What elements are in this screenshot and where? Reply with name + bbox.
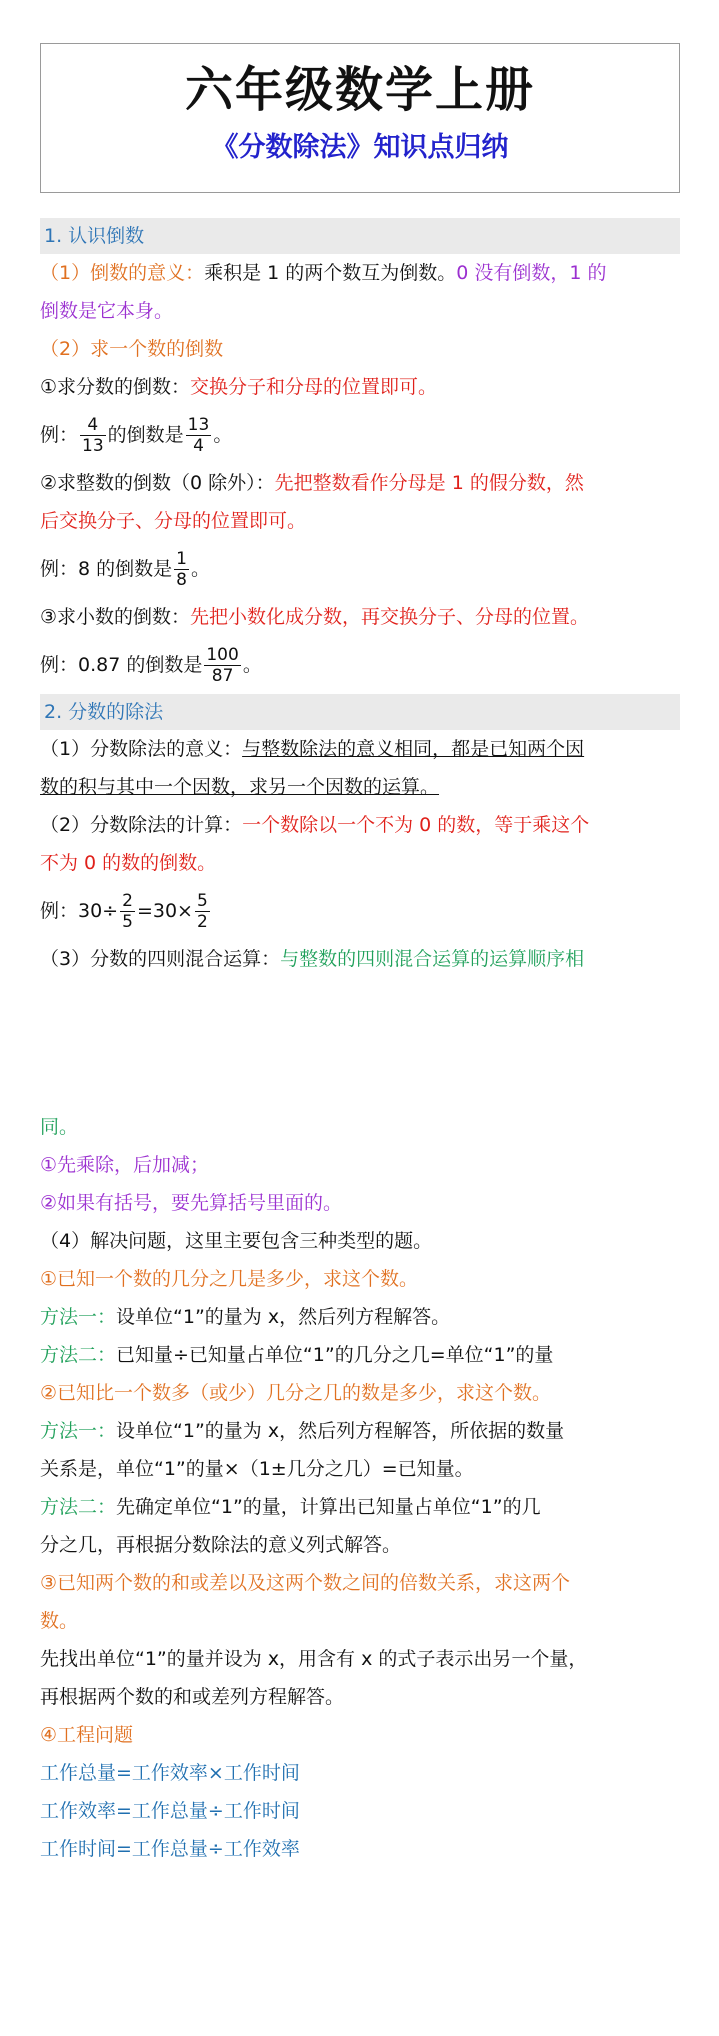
fraction-denominator: 87 <box>211 666 234 686</box>
fraction-denominator: 8 <box>176 570 187 590</box>
example-division <box>40 882 680 940</box>
type-1-method-2 <box>40 1336 680 1374</box>
method-label: 方法一： <box>40 1420 117 1442</box>
example-prefix: 例： <box>40 424 79 446</box>
fraction-denominator: 5 <box>122 912 133 932</box>
example-prefix: 例：8 的倒数是 <box>40 558 173 580</box>
example-end: 。 <box>242 654 262 676</box>
formula-3: 工作时间=工作总量÷工作效率 <box>40 1838 300 1860</box>
type-3-heading-cont: 数。 <box>40 1610 79 1632</box>
method-label: 方法二： <box>40 1496 117 1518</box>
mixed-operation-cont: 同。 <box>40 1116 79 1138</box>
mixed-operation-label: （3）分数的四则混合运算： <box>40 948 281 970</box>
method-decimal <box>40 598 680 636</box>
fraction-numerator: 100 <box>206 645 239 665</box>
fraction <box>186 415 212 456</box>
method-fraction <box>40 368 680 406</box>
division-calc-cont: 不为 0 的数的倒数。 <box>40 852 217 874</box>
division-meaning-label: （1）分数除法的意义： <box>40 738 243 760</box>
section-heading-1: 1. 认识倒数 <box>40 218 680 254</box>
division-calc-label: （2）分数除法的计算： <box>40 814 243 836</box>
method-text: 先确定单位“1”的量，计算出已知量占单位“1”的几 <box>116 1496 541 1518</box>
content <box>40 218 680 1868</box>
example-mid: 的倒数是 <box>107 424 184 446</box>
example-fraction <box>40 406 680 464</box>
type-3-text-cont: 再根据两个数的和或差列方程解答。 <box>40 1686 345 1708</box>
type-2-method-2 <box>40 1488 680 1526</box>
formula-1: 工作总量=工作效率×工作时间 <box>40 1762 300 1784</box>
formula-2: 工作效率=工作总量÷工作时间 <box>40 1800 300 1822</box>
division-meaning-cont: 数的积与其中一个因数，求另一个因数的运算。 <box>40 776 440 798</box>
fraction <box>204 645 240 686</box>
division-meaning <box>40 730 680 768</box>
method-integer-cont: 后交换分子、分母的位置即可。 <box>40 510 307 532</box>
method-text: 设单位“1”的量为 x，然后列方程解答。 <box>116 1306 451 1328</box>
fraction <box>174 549 189 590</box>
rule-2: ②如果有括号，要先算括号里面的。 <box>40 1192 343 1214</box>
fraction-numerator: 4 <box>80 415 106 436</box>
method-integer-text: 先把整数看作分母是 1 的假分数，然 <box>274 472 584 494</box>
method-integer <box>40 464 680 502</box>
type-3-heading: ③已知两个数的和或差以及这两个数之间的倍数关系，求这两个 <box>40 1572 571 1594</box>
method-label: 方法二： <box>40 1344 117 1366</box>
example-integer <box>40 540 680 598</box>
type-1-heading: ①已知一个数的几分之几是多少，求这个数。 <box>40 1268 419 1290</box>
method-decimal-label: ③求小数的倒数： <box>40 606 191 628</box>
method-text: 已知量÷已知量占单位“1”的几分之几=单位“1”的量 <box>116 1344 554 1366</box>
find-reciprocal-heading: （2）求一个数的倒数 <box>40 338 224 360</box>
division-calc-text: 一个数除以一个不为 0 的数，等于乘这个 <box>242 814 590 836</box>
fraction-numerator: 1 <box>176 549 187 569</box>
example-mid: =30× <box>136 900 193 922</box>
example-end: 。 <box>190 558 210 580</box>
example-prefix: 例：30÷ <box>40 900 119 922</box>
method-decimal-text: 先把小数化成分数，再交换分子、分母的位置。 <box>190 606 590 628</box>
fraction-numerator: 2 <box>122 891 133 911</box>
method-text: 设单位“1”的量为 x，然后列方程解答，所依据的数量 <box>116 1420 565 1442</box>
type-2-method-2-cont: 分之几，再根据分数除法的意义列式解答。 <box>40 1534 402 1556</box>
fraction-denominator: 13 <box>82 436 104 456</box>
division-meaning-text: 与整数除法的意义相同，都是已知两个因 <box>242 738 585 760</box>
section-heading-2: 2. 分数的除法 <box>40 694 680 730</box>
example-end: 。 <box>213 424 233 446</box>
fraction <box>120 891 135 932</box>
definition-line <box>40 254 680 292</box>
method-fraction-label: ①求分数的倒数： <box>40 376 191 398</box>
definition-note-cont: 倒数是它本身。 <box>40 300 174 322</box>
page-title: 六年级数学上册 <box>184 62 535 118</box>
type-3-text: 先找出单位“1”的量并设为 x，用含有 x 的式子表示出另一个量， <box>40 1648 588 1670</box>
fraction <box>195 891 210 932</box>
method-fraction-text: 交换分子和分母的位置即可。 <box>190 376 438 398</box>
fraction-denominator: 4 <box>193 436 204 456</box>
definition-label: （1）倒数的意义： <box>40 262 205 284</box>
type-1-method-1 <box>40 1298 680 1336</box>
rule-1: ①先乘除，后加减； <box>40 1154 210 1176</box>
method-label: 方法一： <box>40 1306 117 1328</box>
definition-text: 乘积是 1 的两个数互为倒数。 <box>204 262 457 284</box>
title-box <box>40 43 680 193</box>
mixed-operation-text: 与整数的四则混合运算的运算顺序相 <box>280 948 585 970</box>
page-subtitle: 《分数除法》知识点归纳 <box>211 132 509 163</box>
blank-gap <box>40 978 680 1108</box>
type-2-method-1-cont: 关系是，单位“1”的量×（1±几分之几）=已知量。 <box>40 1458 474 1480</box>
type-2-heading: ②已知比一个数多（或少）几分之几的数是多少，求这个数。 <box>40 1382 552 1404</box>
fraction-numerator: 5 <box>196 891 208 911</box>
problem-solving-heading: （4）解决问题，这里主要包含三种类型的题。 <box>40 1230 433 1252</box>
type-4-heading: ④工程问题 <box>40 1724 134 1746</box>
example-decimal <box>40 636 680 694</box>
example-prefix: 例：0.87 的倒数是 <box>40 654 203 676</box>
fraction-numerator: 13 <box>187 415 210 435</box>
type-2-method-1 <box>40 1412 680 1450</box>
method-integer-label: ②求整数的倒数（0 除外）： <box>40 472 275 494</box>
mixed-operation <box>40 940 680 978</box>
division-calc <box>40 806 680 844</box>
definition-note: 0 没有倒数，1 的 <box>456 262 607 284</box>
fraction-denominator: 2 <box>196 912 208 932</box>
fraction <box>80 415 106 456</box>
